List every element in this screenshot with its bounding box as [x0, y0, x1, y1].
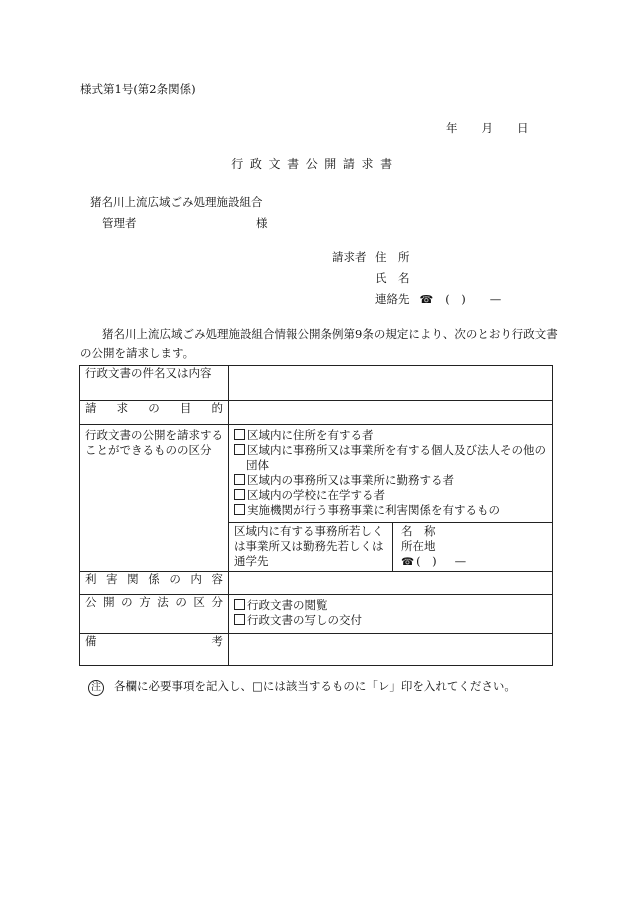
- method-label-char: 開: [103, 595, 115, 609]
- remarks-label-char: 備: [85, 634, 97, 648]
- footnote-text: 各欄に必要事項を記入し、□には該当するものに「レ」印を入れてください。: [114, 679, 516, 693]
- purpose-label-char: 求: [116, 401, 129, 415]
- requester-address-label: 住 所: [375, 250, 410, 264]
- row-interest-label: [80, 572, 229, 595]
- eligibility-option[interactable]: [234, 473, 552, 488]
- method-option-list: [234, 598, 552, 628]
- method-option-label: 行政文書の閲覧: [247, 598, 328, 612]
- eligibility-option-label: 区域内の学校に在学する者: [247, 488, 385, 502]
- row-interest-field[interactable]: [229, 572, 553, 595]
- purpose-label-char: 的: [211, 401, 223, 415]
- request-form-table: [79, 365, 553, 666]
- phone-icon: ☎: [401, 556, 415, 568]
- checkbox-icon[interactable]: [234, 599, 245, 610]
- eligibility-option-list: [234, 428, 552, 518]
- row-remarks-label: [80, 634, 229, 666]
- requester-label: 請求者: [332, 250, 367, 264]
- checkbox-icon[interactable]: [234, 429, 245, 440]
- method-label-char: の: [121, 595, 133, 609]
- eligibility-option[interactable]: [234, 488, 552, 503]
- date-day-label: 日: [517, 121, 529, 135]
- workplace-fields: [393, 523, 553, 571]
- workplace-location-label[interactable]: 所在地: [401, 539, 436, 553]
- form-number: 様式第1号(第2条関係): [80, 82, 196, 96]
- method-option[interactable]: [234, 613, 552, 628]
- eligibility-option-label: 区域内に事務所又は事業所を有する個人及び法人その他の団体: [246, 443, 546, 472]
- interest-label-char: 利: [85, 572, 97, 586]
- checkbox-icon[interactable]: [234, 474, 245, 485]
- row-subject-field[interactable]: [229, 366, 553, 401]
- workplace-phone-dash: —: [454, 554, 467, 568]
- method-label-char: 公: [85, 595, 97, 609]
- date-month-label: 月: [481, 121, 493, 135]
- phone-paren: ( ): [445, 292, 466, 306]
- remarks-label-text: [85, 634, 223, 649]
- interest-label-char: 内: [190, 572, 202, 586]
- requester-name-label: 氏 名: [375, 271, 410, 285]
- row-eligibility-options: [229, 425, 553, 572]
- row-subject-label: 行政文書の件名又は内容: [80, 366, 229, 401]
- eligibility-option-label: 区域内の事務所又は事業所に勤務する者: [247, 473, 454, 487]
- workplace-label: 区域内に有する事務所若しくは事業所又は勤務先若しくは通学先: [229, 523, 393, 571]
- note-mark-icon: 注: [88, 680, 104, 696]
- phone-dash: —: [489, 292, 502, 306]
- eligibility-option-label: 区域内に住所を有する者: [247, 428, 374, 442]
- method-label-text: [85, 595, 223, 610]
- eligibility-option[interactable]: [234, 503, 552, 518]
- checkbox-icon[interactable]: [234, 489, 245, 500]
- method-label-char: 分: [211, 595, 223, 609]
- request-paragraph: 猪名川上流広域ごみ処理施設組合情報公開条例第9条の規定により、次のとおり行政文書の公開を請求します。: [80, 327, 558, 360]
- purpose-label-char: 請: [85, 401, 97, 415]
- eligibility-option[interactable]: [234, 428, 552, 443]
- date-year-label: 年: [446, 121, 458, 135]
- method-option-label: 行政文書の写しの交付: [247, 613, 362, 627]
- row-purpose-field[interactable]: [229, 401, 553, 425]
- checkbox-icon[interactable]: [234, 444, 245, 455]
- requester-contact: [375, 291, 501, 307]
- phone-icon: ☎: [419, 293, 434, 306]
- row-purpose-label: [80, 401, 229, 425]
- interest-label-char: 関: [127, 572, 139, 586]
- row-eligibility-label: 行政文書の公開を請求することができるものの区分: [80, 425, 229, 572]
- row-method-label: [80, 595, 229, 634]
- date-line: [446, 120, 529, 136]
- interest-label-char: の: [169, 572, 181, 586]
- method-label-char: 方: [139, 595, 151, 609]
- document-title: 行政文書公開請求書: [231, 157, 399, 171]
- workplace-section: [229, 522, 552, 571]
- eligibility-option-label: 実施機関が行う事務事業に利害関係を有するもの: [247, 503, 500, 517]
- interest-label-char: 害: [106, 572, 118, 586]
- eligibility-option[interactable]: [234, 443, 552, 473]
- method-label-char: 法: [157, 595, 169, 609]
- row-remarks-field[interactable]: [229, 634, 553, 666]
- addressee-manager: 管理者: [102, 216, 137, 230]
- requester-contact-label: 連絡先: [375, 292, 410, 306]
- method-option[interactable]: [234, 598, 552, 613]
- addressee-org: 猪名川上流広域ごみ処理施設組合: [90, 195, 263, 209]
- purpose-label-char: の: [148, 401, 160, 415]
- addressee-honorific: 様: [256, 216, 268, 230]
- interest-label-char: 係: [148, 572, 160, 586]
- row-method-options: [229, 595, 553, 634]
- checkbox-icon[interactable]: [234, 504, 245, 515]
- purpose-label-char: 目: [179, 401, 192, 415]
- interest-label-text: [85, 572, 223, 587]
- interest-label-char: 容: [211, 572, 223, 586]
- method-label-char: の: [175, 595, 187, 609]
- checkbox-icon[interactable]: [234, 614, 245, 625]
- workplace-subtable: [229, 523, 552, 571]
- purpose-label-text: [85, 401, 223, 416]
- method-label-char: 区: [193, 595, 205, 609]
- workplace-phone-paren: ( ): [416, 554, 437, 568]
- remarks-label-char: 考: [211, 634, 223, 648]
- workplace-name-label[interactable]: 名 称: [401, 524, 436, 538]
- workplace-phone[interactable]: [401, 554, 552, 570]
- footnote: [88, 678, 516, 696]
